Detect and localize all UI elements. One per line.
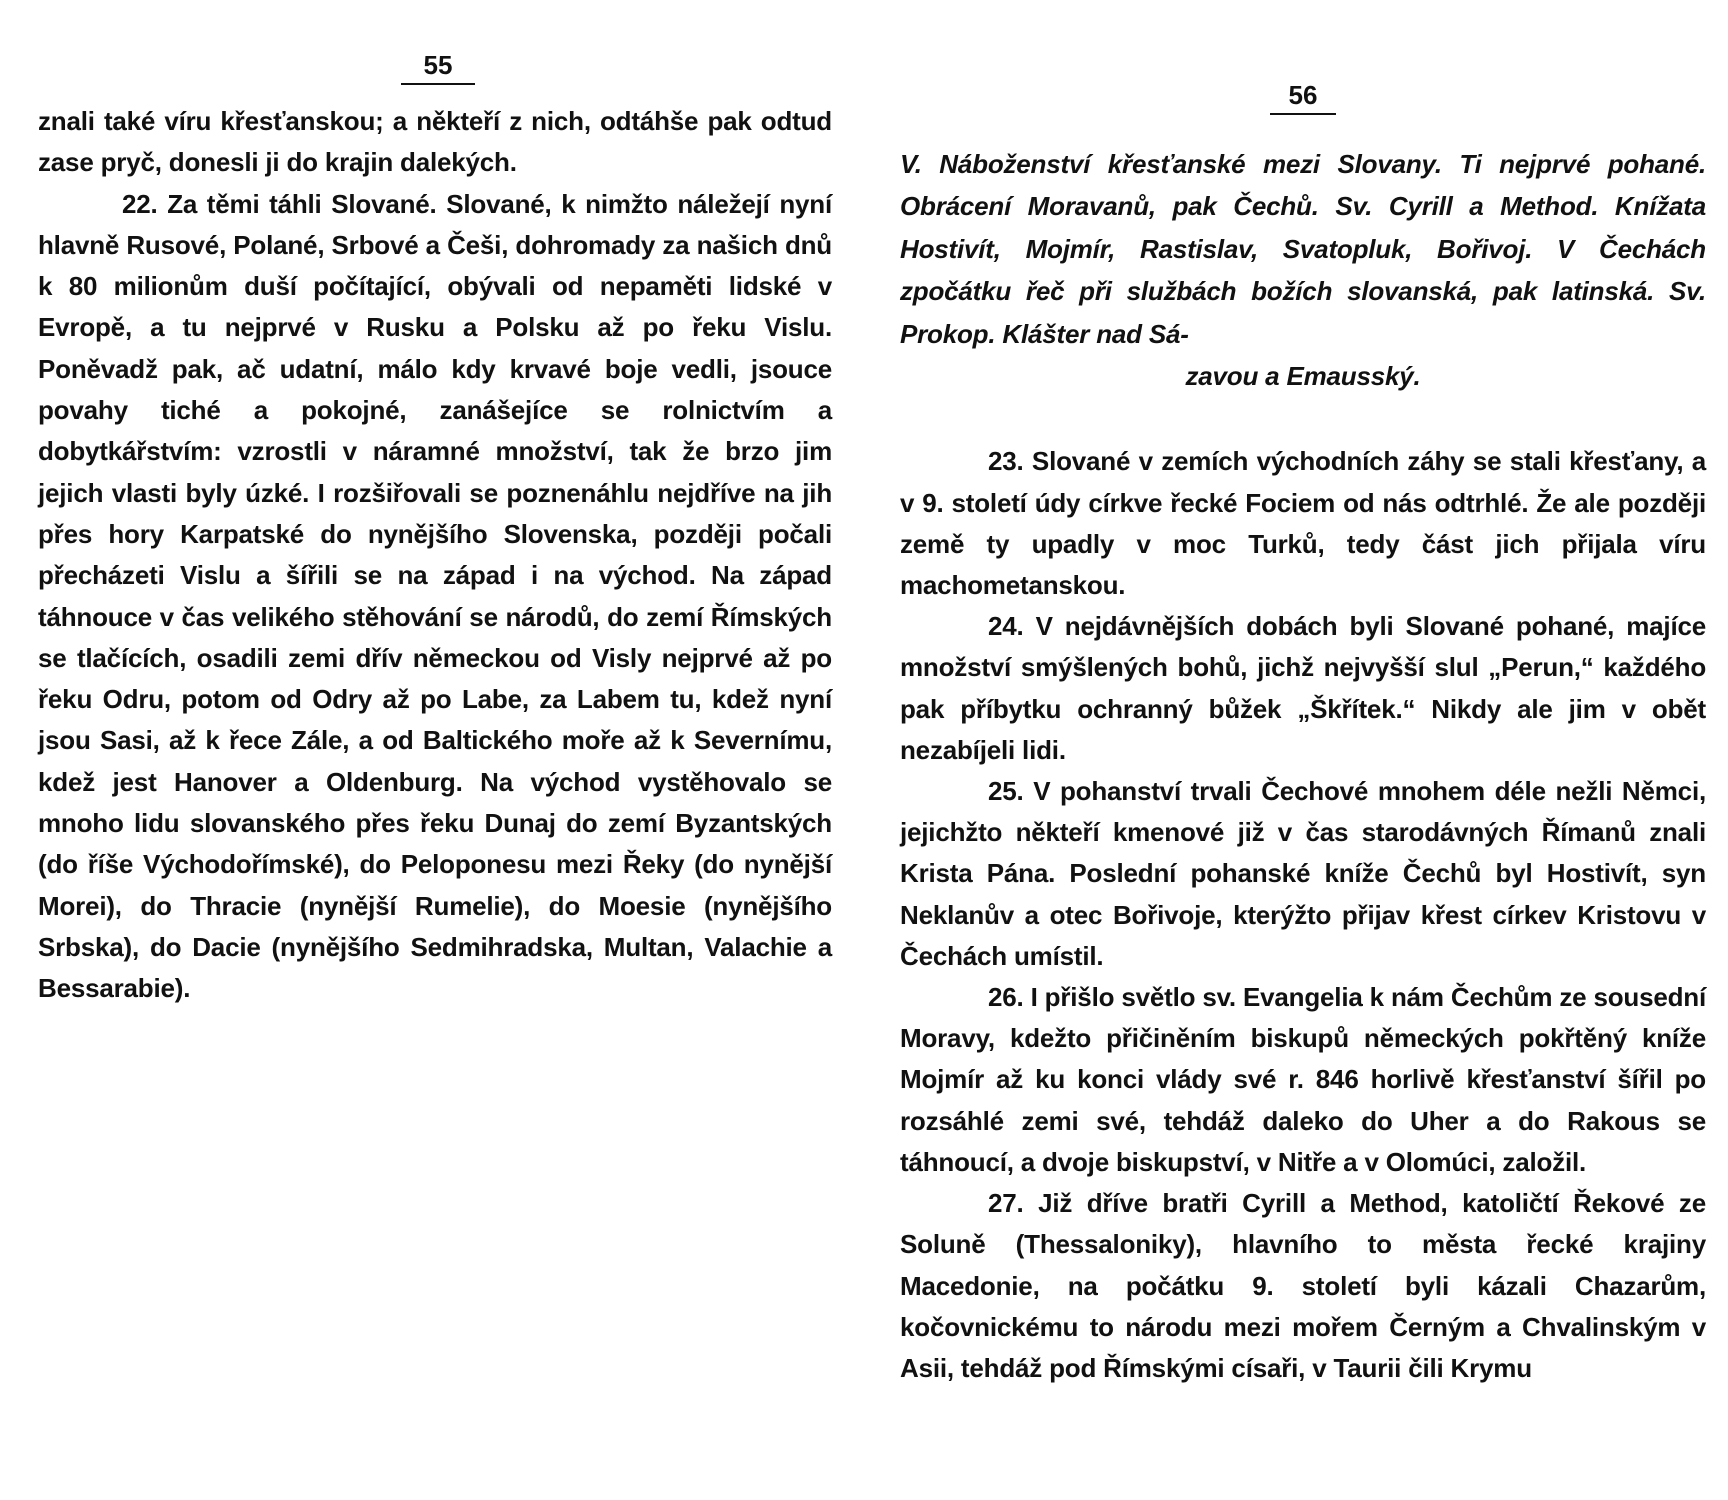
left-page <box>38 0 832 1010</box>
paragraph-22: 22. Za těmi táhli Slované. Slované, k nimžto náležejí nyní hlavně Rusové, Polané, Srbové a Češi, dohromady za našich dnů k 80 milionům duší počítající, obývali od nepaměti lidské v Evropě, a tu nejprvé v Rusku a Polsku až po řeku Vislu. Poněvadž pak, ač udatní, málo kdy krvavé boje vedli, jsouce povahy tiché a pokojné, zanášejíce se rolnictvím a dobytkářstvím: vzrostli v náramné množství, tak že brzo jim jejich vlasti byly úzké. I rozšiřovali se poznenáhlu nejdříve na jih přes hory Karpatské do nynějšího Slovenska, později počali přecházeti Vislu a šířili se na západ i na východ. Na západ táhnouce v čas velikého stěhování se národů, do zemí Římských se tlačících, osadili zemi dřív německou od Visly nejprvé až po řeku Odru, potom od Odry až po Labe, za Labem tu, kdež nyní jsou Sasi, až k řece Zále, a od Baltického moře až k Severnímu, kdež jest Hanover a Oldenburg. Na východ vystěhovalo se mnoho lidu slovanského přes řeku Dunaj do zemí Byzantských (do říše Východořímské), do Peloponesu mezi Řeky (do nynější Morei), do Thracie (nynější Rumelie), do Moesie (nynějšího Srbska), do Dacie (nynějšího Sedmihradska, Multan, Valachie a Bessarabie). <box>38 188 832 1004</box>
chapter-summary <box>900 143 1706 397</box>
right-page-body <box>900 441 1706 1389</box>
chapter-summary-main: V. Náboženství křesťanské mezi Slovany. Ti nejprvé pohané. Obrácení Moravanů, pak Čechů. Sv. Cyrill a Method. Knížata Hostivít, Mojmír, Rastislav, Svatopluk, Bořivoj. V Čechách zpočátku řeč při službách božích slovanská, pak latinská. Sv. Prokop. Klášter nad Sá- <box>900 149 1706 349</box>
page-number-left: 55 <box>44 50 832 85</box>
paragraph-24: 24. V nejdávnějších dobách byli Slované pohané, majíce množství smýšlených bohů, jichž nejvyšší slul „Perun,“ každého pak příbytku ochranný bůžek „Škřítek.“ Nikdy ale jim v obět nezabíjeli lidi. <box>900 611 1706 765</box>
paragraph-27: 27. Již dříve bratři Cyrill a Method, katoličtí Řekové ze Soluně (Thessaloniky), hlavního to města řecké krajiny Macedonie, na počátku 9. století byli kázali Chazarům, kočovnickému to národu mezi mořem Černým a Chvalinským v Asii, tehdáž pod Římskými císaři, v Taurii čili Krymu <box>900 1188 1706 1383</box>
paragraph: znali také víru křesťanskou; a někteří z nich, odtáhše pak odtud zase pryč, donesli ji do krajin dalekých. <box>38 106 832 178</box>
paragraph-23: 23. Slované v zemích východních záhy se stali křesťany, a v 9. století údy církve řecké Fociem od nás odtrhlé. Že ale později země ty upadly v moc Turků, tedy část jich přijala víru machometanskou. <box>900 446 1706 601</box>
page-number-rule <box>401 83 475 85</box>
chapter-summary-last-line: zavou a Emausský. <box>1185 361 1421 392</box>
page-number-right: 56 <box>900 80 1706 115</box>
paragraph-26: 26. I přišlo světlo sv. Evangelia k nám Čechům ze sousední Moravy, kdežto přičiněním biskupů německých pokřtěný kníže Mojmír až ku konci vlády své r. 846 horlivě křesťanství šířil po rozsáhlé zemi své, tehdáž daleko do Uher a do Rakous se táhnoucí, a dvoje biskupství, v Nitře a v Olomúci, založil. <box>900 982 1706 1177</box>
right-page <box>900 0 1706 1389</box>
paragraph-25: 25. V pohanství trvali Čechové mnohem déle nežli Němci, jejichžto někteří kmenové již v čas starodávných Římanů znali Krista Pána. Poslední pohanské kníže Čechů byl Hostivít, syn Neklanův a otec Bořivoje, kterýžto přijav křest církev Kristovu v Čechách umístil. <box>900 776 1706 971</box>
page-number-rule <box>1270 113 1336 115</box>
left-page-body <box>38 101 832 1010</box>
